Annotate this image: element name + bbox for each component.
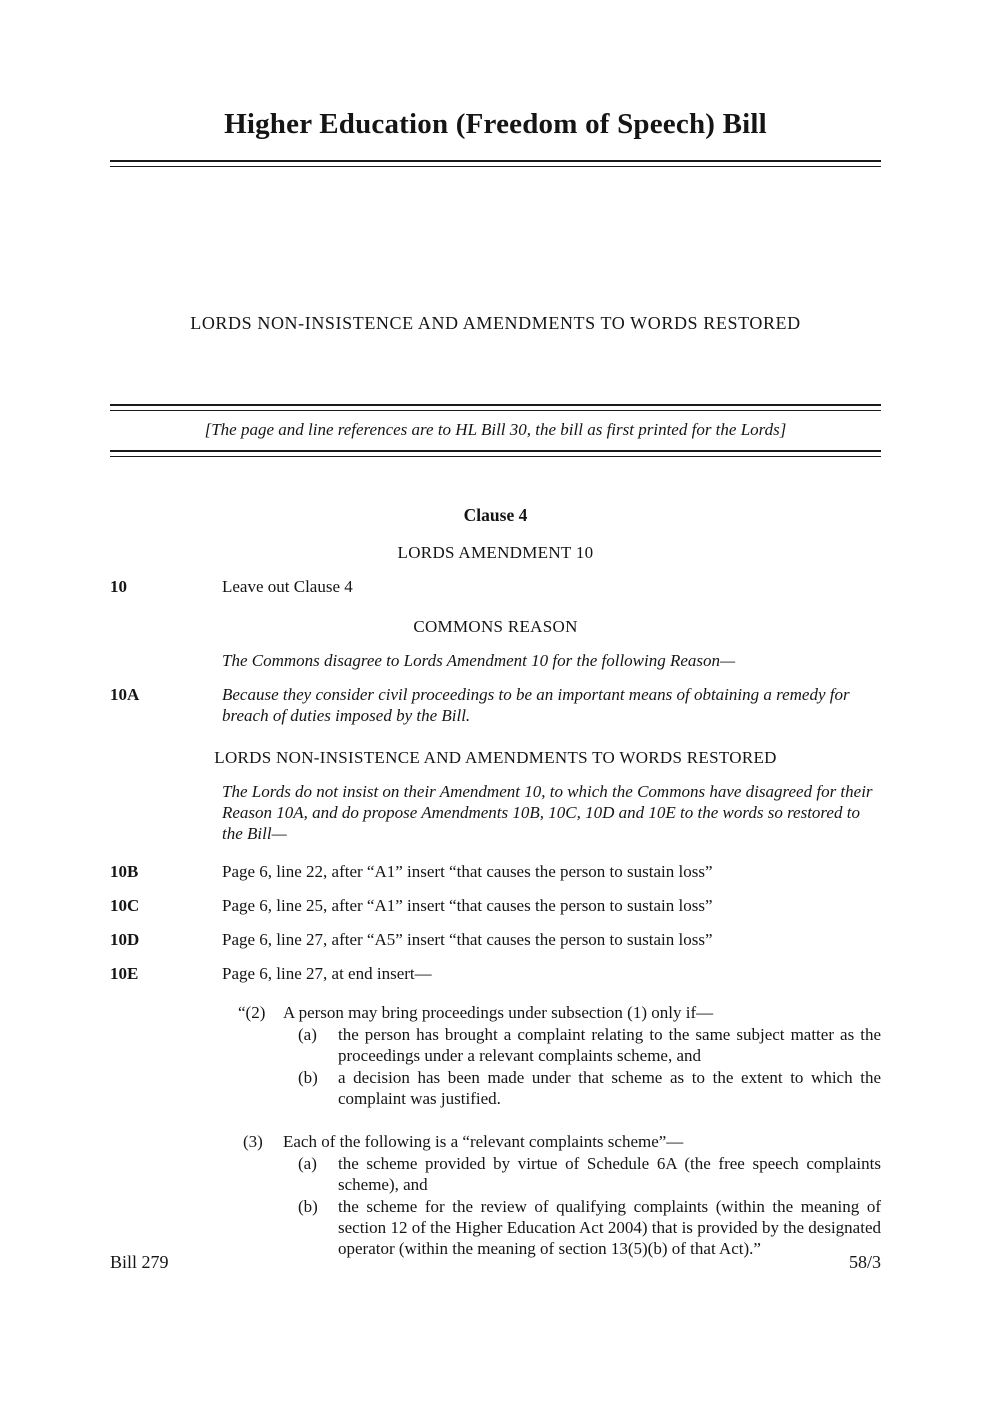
reference-note: [The page and line references are to HL Bill 30, the bill as first printed for the Lords] bbox=[204, 420, 787, 440]
reference-note-block bbox=[110, 404, 881, 457]
paragraph-text: a decision has been made under that scheme as to the extent to which the complaint was justified. bbox=[338, 1068, 881, 1109]
paragraph-marker: (a) bbox=[298, 1025, 317, 1045]
amendment-number: 10B bbox=[110, 862, 139, 882]
subsection-marker: “(2) bbox=[238, 1003, 266, 1023]
page-footer bbox=[110, 1252, 881, 1273]
amendment-row-10c bbox=[110, 895, 881, 916]
paragraph-marker: (b) bbox=[298, 1197, 318, 1217]
reference-bottom-rule bbox=[110, 450, 881, 457]
amendment-row-10e bbox=[110, 963, 881, 984]
amendment-number: 10C bbox=[110, 896, 140, 916]
amendment-row-10 bbox=[110, 576, 881, 597]
commons-reason-intro: The Commons disagree to Lords Amendment 10 for the following Reason— bbox=[222, 651, 736, 671]
subsection-text: A person may bring proceedings under subsection (1) only if— bbox=[283, 1003, 714, 1023]
amendment-text: Page 6, line 25, after “A1” insert “that causes the person to sustain loss” bbox=[222, 896, 713, 916]
document-heading: LORDS NON-INSISTENCE AND AMENDMENTS TO WORDS RESTORED bbox=[190, 313, 801, 334]
title-double-rule bbox=[110, 160, 881, 167]
amendment-text: Page 6, line 27, after “A5” insert “that causes the person to sustain loss” bbox=[222, 930, 713, 950]
inserted-paragraph-a bbox=[298, 1024, 881, 1066]
amendment-text: Page 6, line 27, at end insert— bbox=[222, 964, 432, 984]
lords-amendment-heading: LORDS AMENDMENT 10 bbox=[397, 543, 594, 563]
inserted-paragraph-b bbox=[298, 1196, 881, 1259]
amendment-number: 10E bbox=[110, 964, 139, 984]
subsection-marker: (3) bbox=[243, 1132, 263, 1152]
paragraph-text: the scheme provided by virtue of Schedule 6A (the free speech complaints scheme), and bbox=[338, 1154, 881, 1195]
commons-reason-heading: COMMONS REASON bbox=[413, 617, 578, 637]
amendment-text: Page 6, line 22, after “A1” insert “that causes the person to sustain loss” bbox=[222, 862, 713, 882]
non-insistence-intro: The Lords do not insist on their Amendment 10, to which the Commons have disagreed for their Reason 10A, and do propose Amendments 10B, 10C, 10D and 10E to the words so restored to the Bill— bbox=[222, 782, 873, 844]
amendment-number: 10A bbox=[110, 685, 140, 705]
paragraph-marker: (a) bbox=[298, 1154, 317, 1174]
inserted-paragraph-a bbox=[298, 1153, 881, 1195]
page-content bbox=[110, 0, 881, 1259]
paragraph-marker: (b) bbox=[298, 1068, 318, 1088]
paragraph-text: the scheme for the review of qualifying complaints (within the meaning of section 12 of the Higher Education Act 2004) that is provided by the designated operator (within the meaning of section 13(5)(b) of that Act).” bbox=[338, 1197, 881, 1259]
reference-top-rule bbox=[110, 404, 881, 411]
non-insistence-heading: LORDS NON-INSISTENCE AND AMENDMENTS TO WORDS RESTORED bbox=[214, 748, 777, 768]
inserted-paragraph-b bbox=[298, 1067, 881, 1109]
amendment-number: 10D bbox=[110, 930, 140, 950]
amendment-row-10d bbox=[110, 929, 881, 950]
inserted-subsection-3 bbox=[238, 1131, 881, 1259]
amendment-text: Because they consider civil proceedings to be an important means of obtaining a remedy for breach of duties imposed by the Bill. bbox=[222, 685, 850, 726]
inserted-subsection-2 bbox=[238, 1002, 881, 1109]
subsection-body bbox=[283, 1002, 881, 1109]
amendment-row-10b bbox=[110, 861, 881, 882]
amendment-row-10a bbox=[110, 684, 881, 726]
clause-title: Clause 4 bbox=[463, 505, 528, 526]
bill-title: Higher Education (Freedom of Speech) Bill bbox=[224, 108, 767, 140]
footer-bill-number: Bill 279 bbox=[110, 1252, 169, 1272]
amendment-number: 10 bbox=[110, 577, 127, 597]
subsection-text: Each of the following is a “relevant complaints scheme”— bbox=[283, 1132, 684, 1152]
subsection-body bbox=[283, 1131, 881, 1259]
amendment-text: Leave out Clause 4 bbox=[222, 577, 353, 597]
paragraph-text: the person has brought a complaint relating to the same subject matter as the proceedings under a relevant complaints scheme, and bbox=[338, 1025, 881, 1066]
footer-session-number: 58/3 bbox=[848, 1252, 881, 1272]
